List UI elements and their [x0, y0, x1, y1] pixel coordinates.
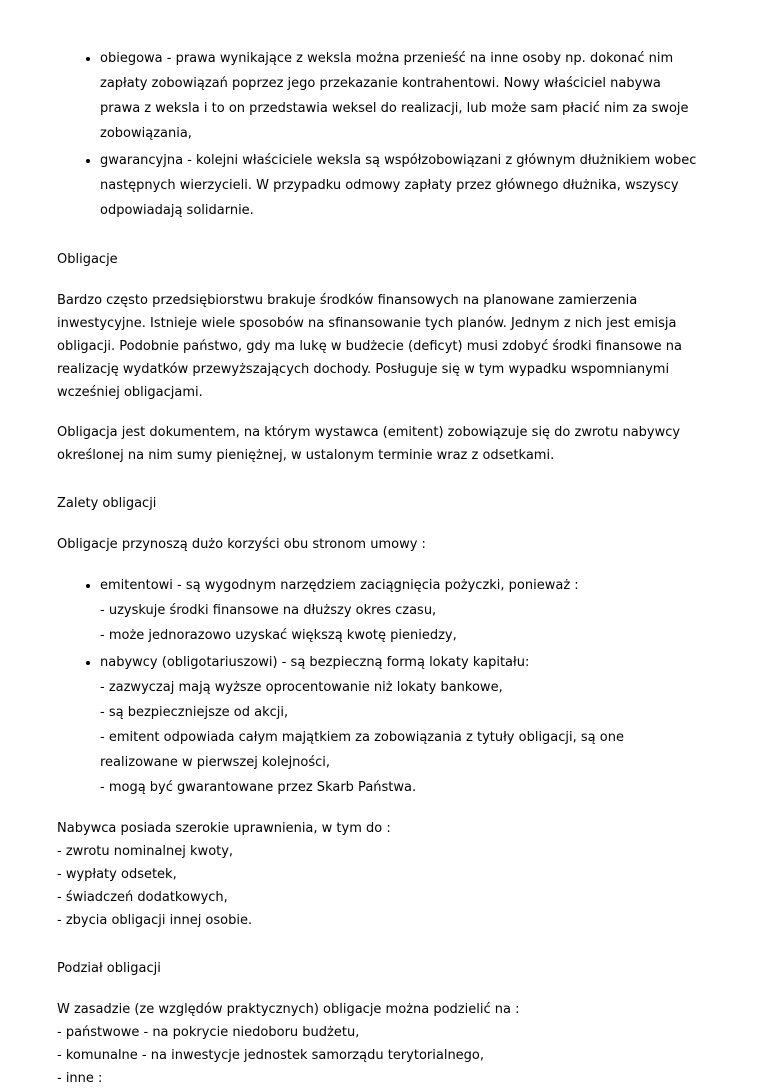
list-item — [100, 46, 702, 146]
bullet-line: • emitentowi - są wygodnym narzędziem zaciągnięcia pożyczki, ponieważ : — [100, 578, 579, 593]
heading-podzial: Podział obligacji — [57, 961, 161, 976]
paragraph-intro: Bardzo często przedsiębiorstwu brakuje środków finansowych na planowane zamierzenia inwestycyjne. Istnieje wiele sposobów na sfinansowanie tych planów. Jednym z nich jest emisja obligacji. Podobnie państwo, gdy ma lukę w budżecie (deficyt) musi zdobyć środki finansowe na realizację wydatków przewyższających dochody. Posługuje się w tym wypadku wspomnianymi wcześniej obligacjami. — [57, 293, 683, 400]
text-line: - zwrotu nominalnej kwoty, — [57, 844, 234, 859]
bullet-line: - uzyskuje środki finansowe na dłuższy okres czasu, — [100, 603, 437, 618]
bullet-line: • nabywcy (obligotariuszowi) - są bezpieczną formą lokaty kapitału: — [100, 655, 530, 670]
heading-zalety: Zalety obligacji — [57, 496, 157, 511]
zalety-list — [57, 573, 702, 800]
paragraph-definition: Obligacja jest dokumentem, na którym wystawca (emitent) zobowiązuje się do zwrotu nabywcy określonej na nim sumy pieniężnej, w ustalonym terminie wraz z odsetkami. — [57, 425, 681, 463]
text-line: W zasadzie (ze względów praktycznych) obligacje można podzielić na : — [57, 1002, 520, 1017]
text-line: - zbycia obligacji innej osobie. — [57, 913, 253, 928]
podzial-paragraph — [57, 998, 702, 1090]
bullet-line: - zazwyczaj mają wyższe oprocentowanie niż lokaty bankowe, — [100, 680, 503, 695]
bullet-line: - emitent odpowiada całym majątkiem za zobowiązania z tytuły obligacji, są one realizowane w pierwszej kolejności, — [100, 730, 624, 770]
text-line: - państwowe - na pokrycie niedoboru budżetu, — [57, 1025, 360, 1040]
text-line: - wypłaty odsetek, — [57, 867, 177, 882]
heading-obligacje: Obligacje — [57, 252, 118, 267]
bullet-text: obiegowa - prawa wynikające z weksla można przenieść na inne osoby np. dokonać nim zapłaty zobowiązań poprzez jego przekazanie kontrahentowi. Nowy właściciel nabywa prawa z weksla i to on przedstawia weksel do realizacji, lub może sam płacić nim za swoje zobowiązania, — [100, 51, 689, 141]
list-item — [100, 650, 702, 800]
bullet-line: - może jednorazowo uzyskać większą kwotę pieniedzy, — [100, 628, 457, 643]
text-line: - komunalne - na inwestycje jednostek samorządu terytorialnego, — [57, 1048, 485, 1063]
list-item — [100, 573, 702, 648]
bullet-line: - są bezpieczniejsze od akcji, — [100, 705, 289, 720]
weksel-functions-list — [57, 46, 702, 223]
bullet-line: - mogą być gwarantowane przez Skarb Państwa. — [100, 780, 417, 795]
paragraph-zalety-intro: Obligacje przynoszą dużo korzyści obu stronom umowy : — [57, 537, 426, 552]
text-line: Nabywca posiada szerokie uprawnienia, w tym do : — [57, 821, 391, 836]
nabywca-paragraph — [57, 817, 702, 932]
bullet-text: gwarancyjna - kolejni właściciele weksla są współzobowiązani z głównym dłużnikiem wobec następnych wierzycieli. W przypadku odmowy zapłaty przez głównego dłużnika, wszyscy odpowiadają solidarnie. — [100, 153, 697, 218]
list-item — [100, 148, 702, 223]
text-line: - inne : — [57, 1071, 103, 1086]
text-line: - świadczeń dodatkowych, — [57, 890, 228, 905]
